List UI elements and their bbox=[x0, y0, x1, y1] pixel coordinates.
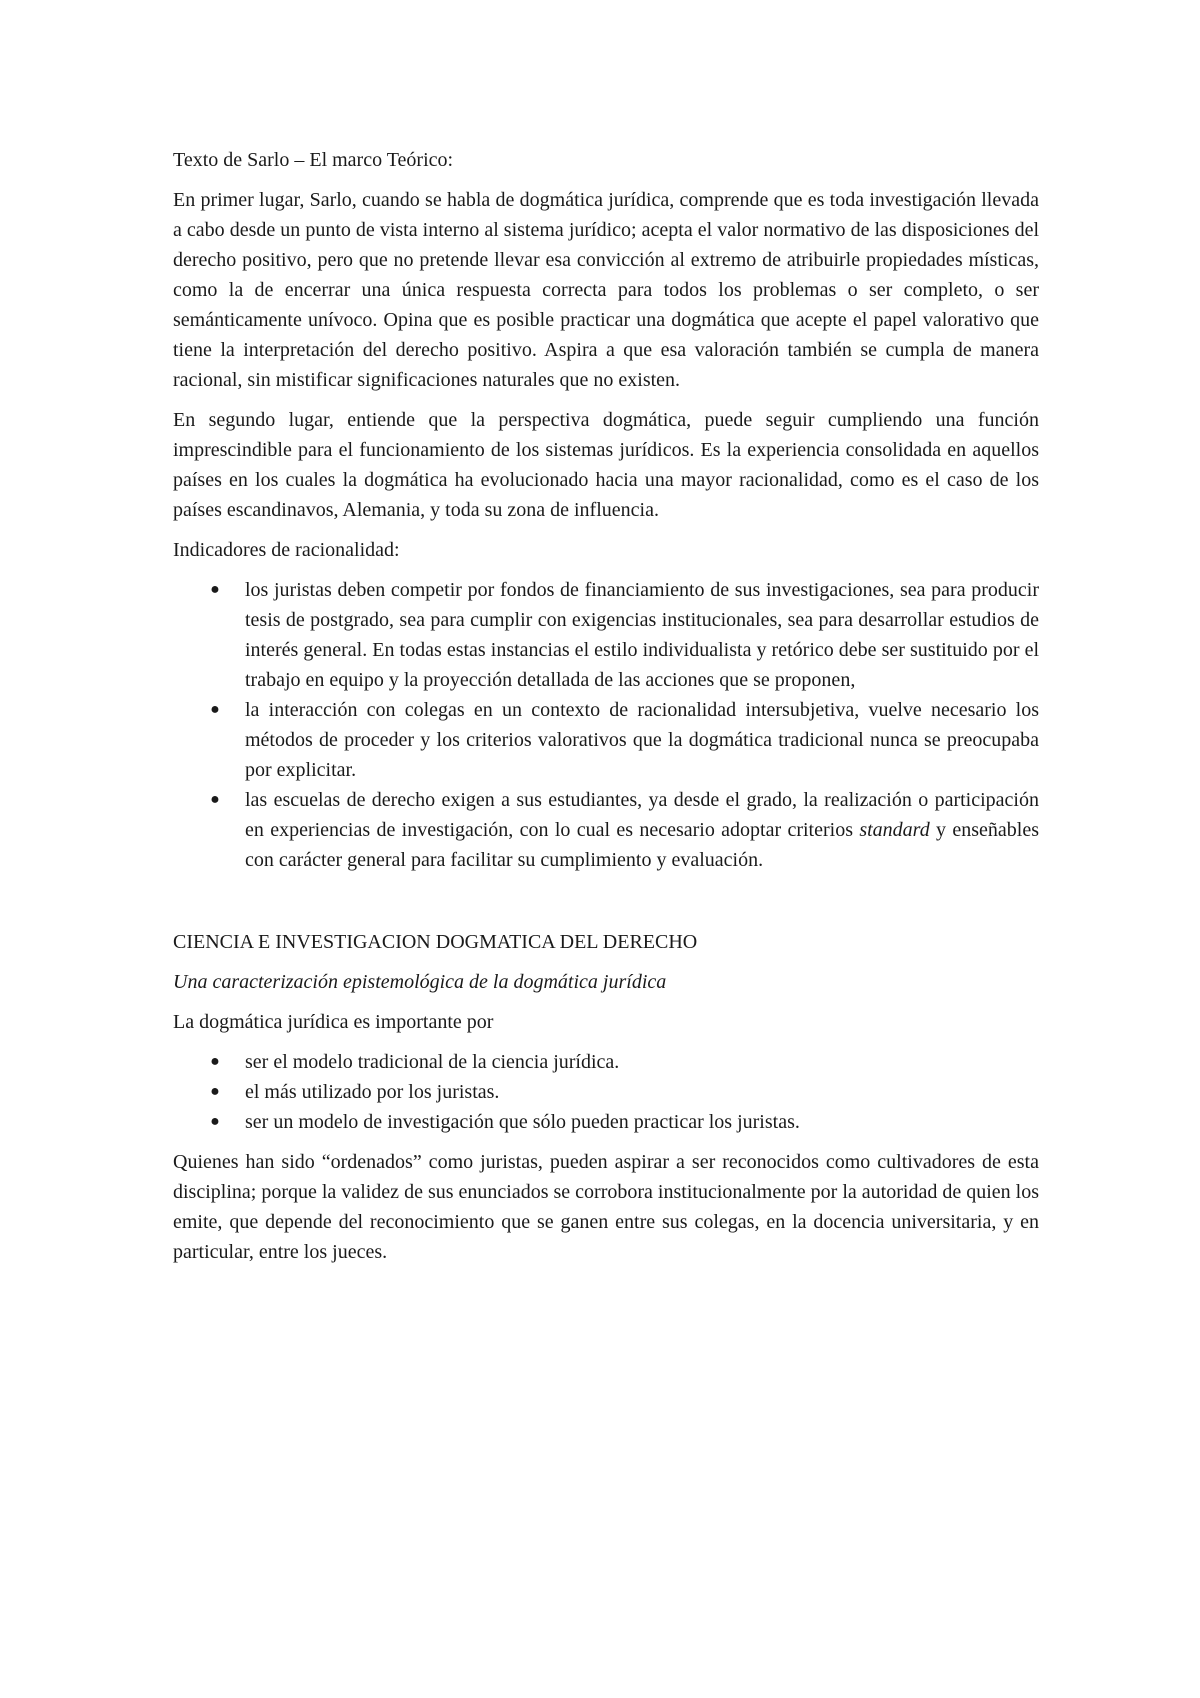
list-item-text-part: y enseñables con carácter general para facilitar su cumplimiento y evaluación. bbox=[245, 819, 1039, 871]
list-item bbox=[210, 695, 1039, 785]
list-item-text: el más utilizado por los juristas. bbox=[245, 1081, 500, 1103]
list-item bbox=[210, 575, 1039, 695]
list-item-text: los juristas deben competir por fondos de financiamiento de sus investigaciones, sea para producir tesis de postgrado, sea para cumplir con exigencias institucionales, sea para desarrollar estudios de interés general. En todas estas instancias el estilo individualista y retórico debe ser sustituido por el trabajo en equipo y la proyección detallada de las acciones que se proponen, bbox=[245, 579, 1039, 691]
section-title: Texto de Sarlo – El marco Teórico: bbox=[173, 149, 454, 171]
list-item bbox=[210, 1047, 1039, 1077]
paragraph-second: En segundo lugar, entiende que la perspectiva dogmática, puede seguir cumpliendo una función imprescindible para el funcionamiento de los sistemas jurídicos. Es la experiencia consolidada en aquellos países en los cuales la dogmática ha evolucionado hacia una mayor racionalidad, como es el caso de los países escandinavos, Alemania, y toda su zona de influencia. bbox=[173, 409, 1039, 521]
indicators-list bbox=[173, 575, 1039, 875]
bullet-icon: ● bbox=[210, 791, 220, 808]
bullet-icon: ● bbox=[210, 581, 220, 598]
document-body bbox=[173, 145, 1039, 1277]
bullet-icon: ● bbox=[210, 1083, 220, 1100]
bullet-icon: ● bbox=[210, 701, 220, 718]
list-item-text-part: las escuelas de derecho exigen a sus estudiantes, ya desde el grado, la realización o participación en experiencias de investigación, con lo cual es necesario adoptar criterios bbox=[245, 789, 1039, 841]
section-subtitle: Una caracterización epistemológica de la dogmática jurídica bbox=[173, 971, 667, 993]
bullet-icon: ● bbox=[210, 1053, 220, 1070]
reasons-list bbox=[173, 1047, 1039, 1137]
bullet-icon: ● bbox=[210, 1113, 220, 1130]
list-item-text: ser un modelo de investigación que sólo pueden practicar los juristas. bbox=[245, 1111, 800, 1133]
paragraph-first: En primer lugar, Sarlo, cuando se habla de dogmática jurídica, comprende que es toda investigación llevada a cabo desde un punto de vista interno al sistema jurídico; acepta el valor normativo de las disposiciones del derecho positivo, pero que no pretende llevar esa convicción al extremo de atribuirle propiedades místicas, como la de encerrar una única respuesta correcta para todos los problemas o ser completo, o ser semánticamente unívoco. Opina que es posible practicar una dogmática que acepte el papel valorativo que tiene la interpretación del derecho positivo. Aspira a que esa valoración también se cumpla de manera racional, sin mistificar significaciones naturales que no existen. bbox=[173, 189, 1039, 391]
list-item-text bbox=[245, 789, 1039, 871]
paragraph-final: Quienes han sido “ordenados” como juristas, pueden aspirar a ser reconocidos como cultivadores de esta disciplina; porque la validez de sus enunciados se corrobora institucionalmente por la autoridad de quien los emite, que depende del reconocimiento que se ganen entre sus colegas, en la docencia universitaria, y en particular, entre los jueces. bbox=[173, 1151, 1039, 1263]
italic-term: standard bbox=[859, 819, 930, 841]
list-item bbox=[210, 1077, 1039, 1107]
list-item-text: la interacción con colegas en un contexto de racionalidad intersubjetiva, vuelve necesario los métodos de proceder y los criterios valorativos que la dogmática tradicional nunca se preocupaba por explicitar. bbox=[245, 699, 1039, 781]
list-item-text: ser el modelo tradicional de la ciencia jurídica. bbox=[245, 1051, 620, 1073]
section-heading: CIENCIA E INVESTIGACION DOGMATICA DEL DERECHO bbox=[173, 931, 698, 953]
reasons-intro: La dogmática jurídica es importante por bbox=[173, 1011, 494, 1033]
indicators-title: Indicadores de racionalidad: bbox=[173, 539, 400, 561]
list-item bbox=[210, 785, 1039, 875]
list-item bbox=[210, 1107, 1039, 1137]
